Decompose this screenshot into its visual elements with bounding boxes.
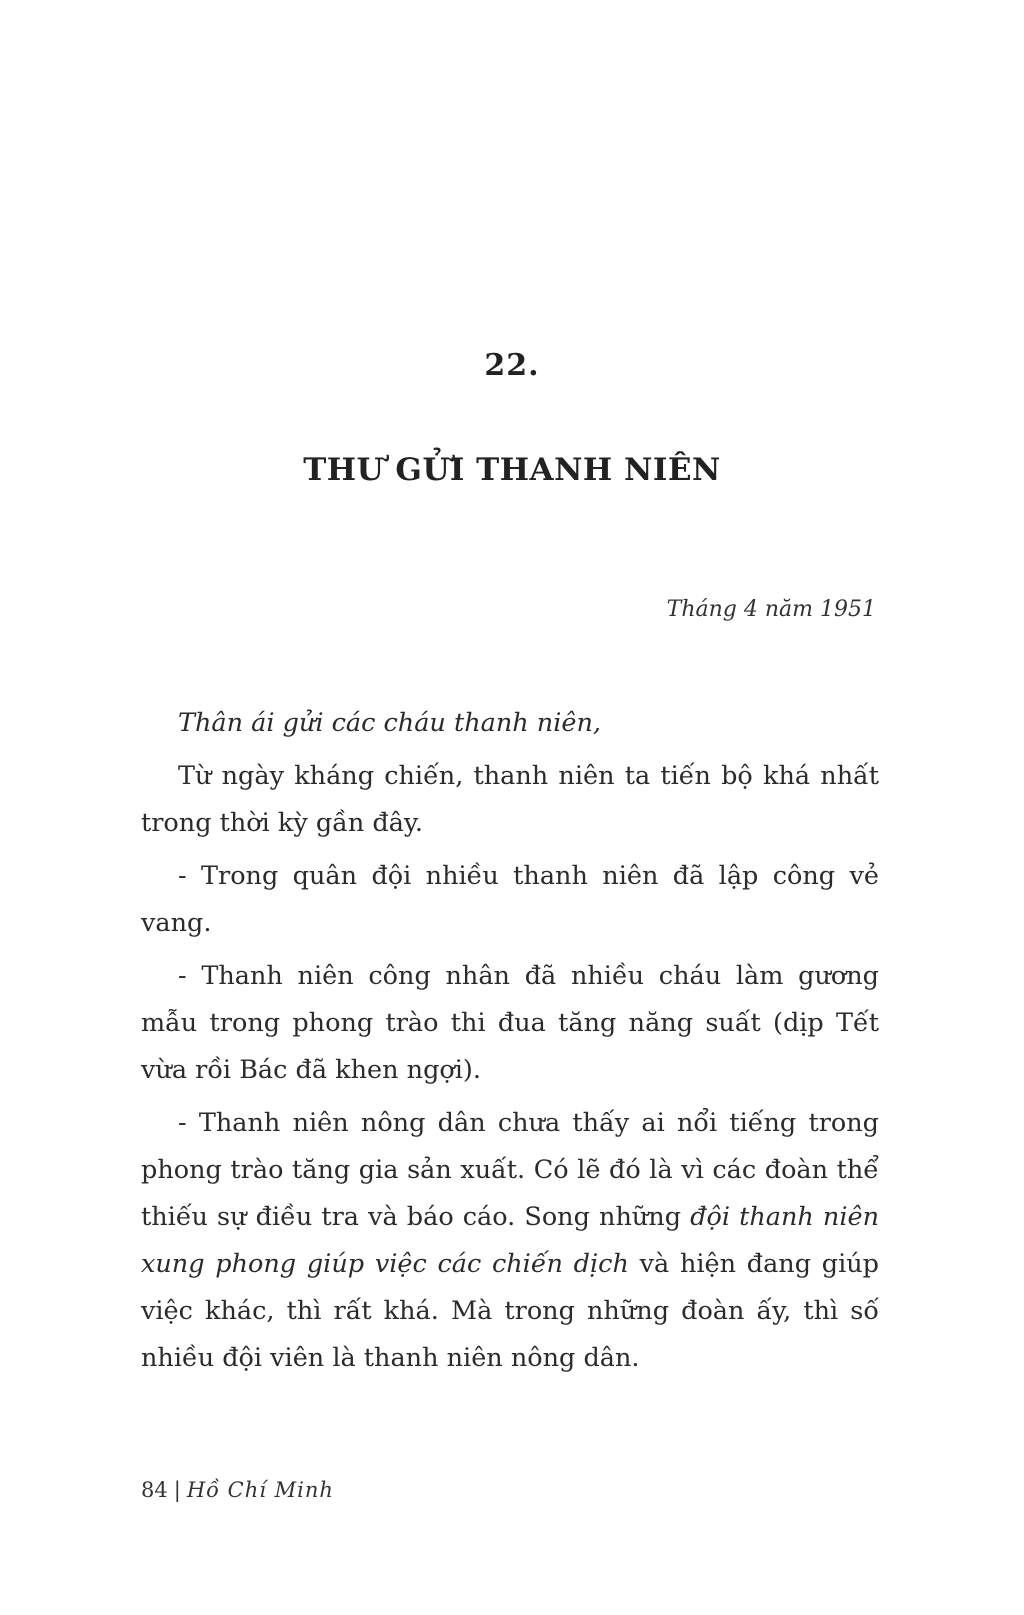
- paragraph-4-text-a: - Thanh niên nông dân chưa thấy ai nổi tiếng trong phong trào tăng gia sản xuất. Có lẽ đó là vì các đoàn thể thiếu sự điều tra và báo cáo. Song những: [141, 1108, 879, 1232]
- paragraph-4: [141, 1100, 879, 1382]
- page-footer: [141, 1478, 334, 1502]
- footer-separator: |: [173, 1478, 181, 1502]
- paragraph-3: - Thanh niên công nhân đã nhiều cháu làm gương mẫu trong phong trào thi đua tăng năng suất (dịp Tết vừa rồi Bác đã khen ngợi).: [141, 961, 879, 1085]
- paragraph-2: - Trong quân đội nhiều thanh niên đã lập công vẻ vang.: [141, 861, 879, 938]
- page-number: 84: [141, 1478, 168, 1502]
- paragraph-4-text-b: và hiện đang giúp việc khác, thì rất khá. Mà trong những đoàn ấy, thì số nhiều đội viên là thanh niên nông dân.: [141, 1249, 879, 1373]
- letter-date: Tháng 4 năm 1951: [666, 597, 876, 622]
- author-name: Hồ Chí Minh: [186, 1478, 334, 1502]
- letter-body: [141, 700, 879, 1388]
- chapter-number: 22.: [484, 348, 540, 383]
- paragraph-1: Từ ngày kháng chiến, thanh niên ta tiến bộ khá nhất trong thời kỳ gần đây.: [141, 761, 879, 838]
- chapter-title: THƯ GỬI THANH NIÊN: [303, 452, 721, 488]
- paragraph-4-emphasis: đội thanh niên xung phong giúp việc các chiến dịch: [141, 1202, 879, 1279]
- salutation: Thân ái gửi các cháu thanh niên,: [178, 708, 601, 738]
